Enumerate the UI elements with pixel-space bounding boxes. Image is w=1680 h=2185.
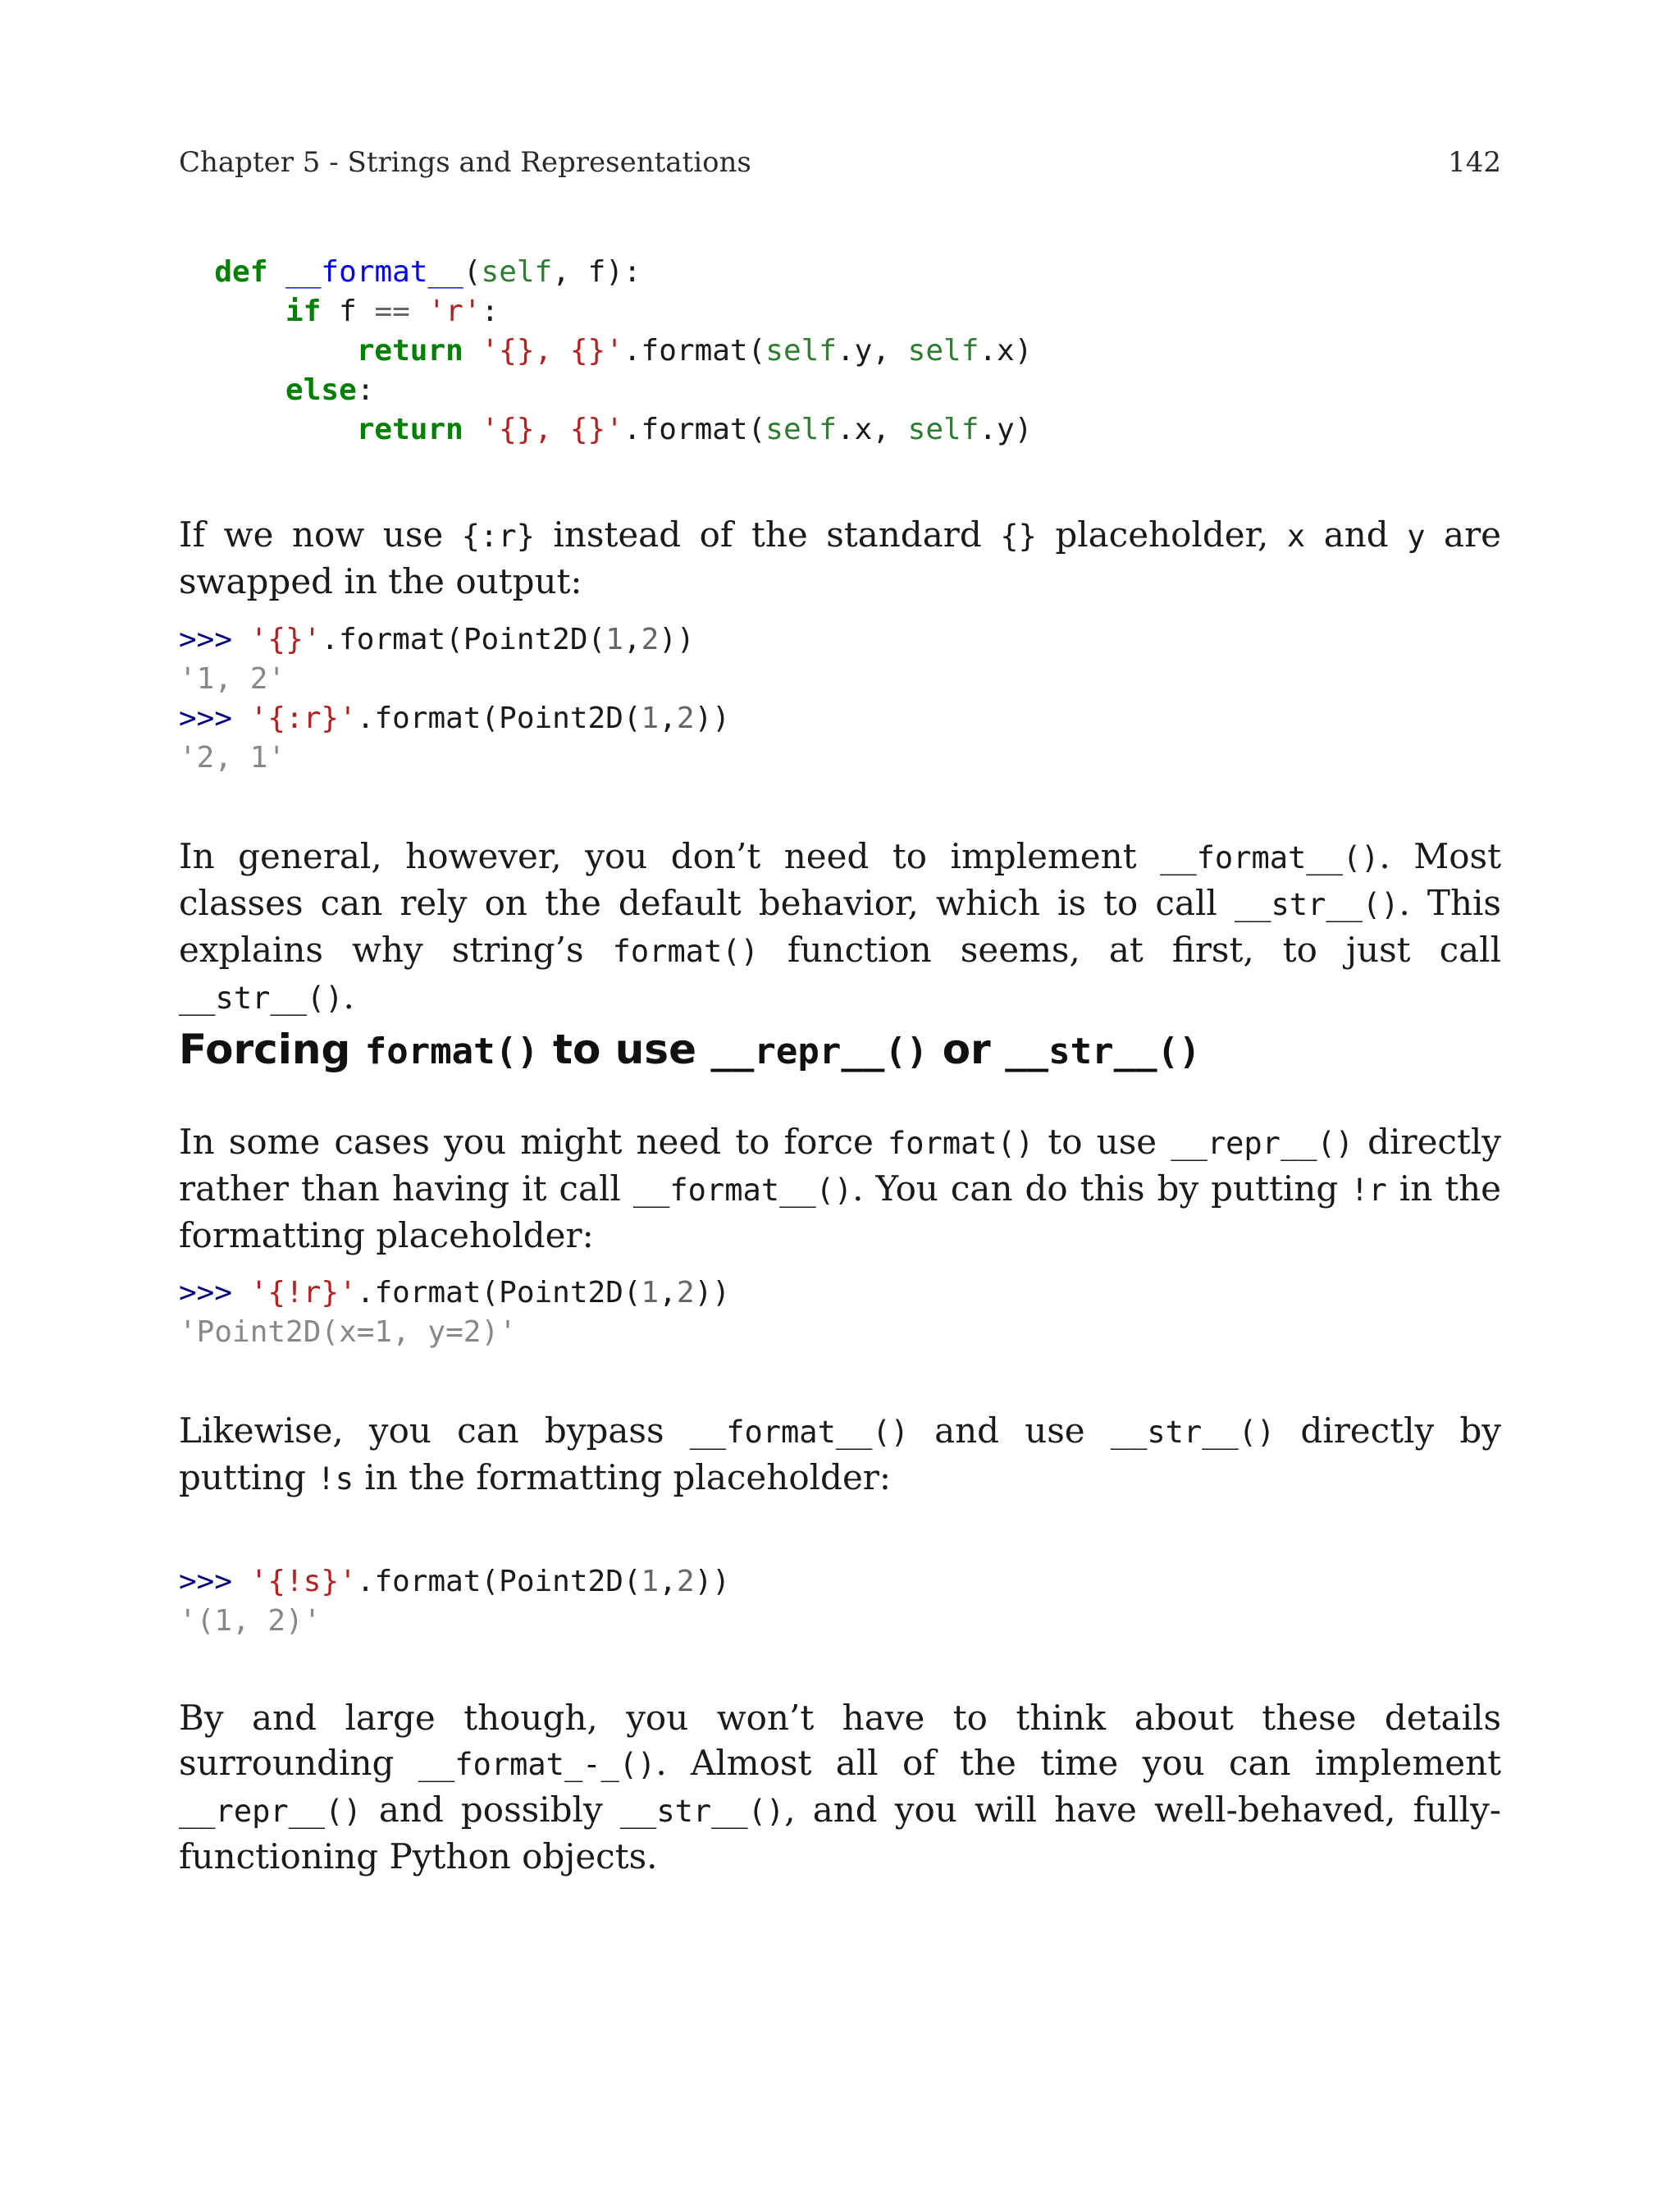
paragraph-force-repr: In some cases you might need to force format() to use __repr__() directly rather than having it call __format__(). You can do this by putting !r in the formatting placeholder: (179, 1122, 1502, 1255)
paragraph-conclusion: By and large though, you won’t have to think about these details surrounding __format_-_(). Almost all of the time you can implement __repr__() and possibly __str__(), and you will have well-behaved, fully-functioning Python objects. (179, 1698, 1501, 1876)
code-block-str-example (179, 1562, 730, 1641)
code-block-format-examples (179, 620, 730, 778)
code-output-line: 'Point2D(x=1, y=2)' (179, 1315, 517, 1349)
code-line: >>> '{!s}'.format(Point2D(1,2)) (179, 1565, 730, 1598)
code-output-line: '2, 1' (179, 741, 286, 775)
paragraph-swap-output: If we now use {:r} instead of the standard {} placeholder, x and y are swapped in the output: (179, 514, 1501, 601)
code-line: else: (285, 373, 375, 407)
code-block-repr-example (179, 1273, 730, 1352)
code-block-format-method (179, 253, 1032, 450)
code-line: >>> '{!r}'.format(Point2D(1,2)) (179, 1276, 730, 1310)
section-heading: Forcing format() to use __repr__() or __str__() (179, 1026, 1201, 1073)
code-output-line: '(1, 2)' (179, 1604, 322, 1638)
paragraph-force-str: Likewise, you can bypass __format__() and use __str__() directly by putting !s in the formatting placeholder: (179, 1410, 1501, 1497)
paragraph-default-behavior: In general, however, you don’t need to implement __format__(). Most classes can rely on the default behavior, which is to call __str__(). This explains why string’s format() function seems, at first, to just call __str__(). (179, 836, 1501, 1017)
running-head: Chapter 5 - Strings and Representations (179, 146, 751, 179)
code-line: return '{}, {}'.format(self.y, self.x) (356, 334, 1033, 368)
code-line: def __format__(self, f): (214, 255, 641, 289)
code-line: >>> '{:r}'.format(Point2D(1,2)) (179, 702, 730, 735)
code-line: >>> '{}'.format(Point2D(1,2)) (179, 623, 695, 656)
page-number: 142 (1448, 146, 1501, 179)
code-output-line: '1, 2' (179, 662, 286, 696)
code-line: return '{}, {}'.format(self.x, self.y) (356, 413, 1033, 446)
code-line: if f == 'r': (285, 295, 500, 328)
